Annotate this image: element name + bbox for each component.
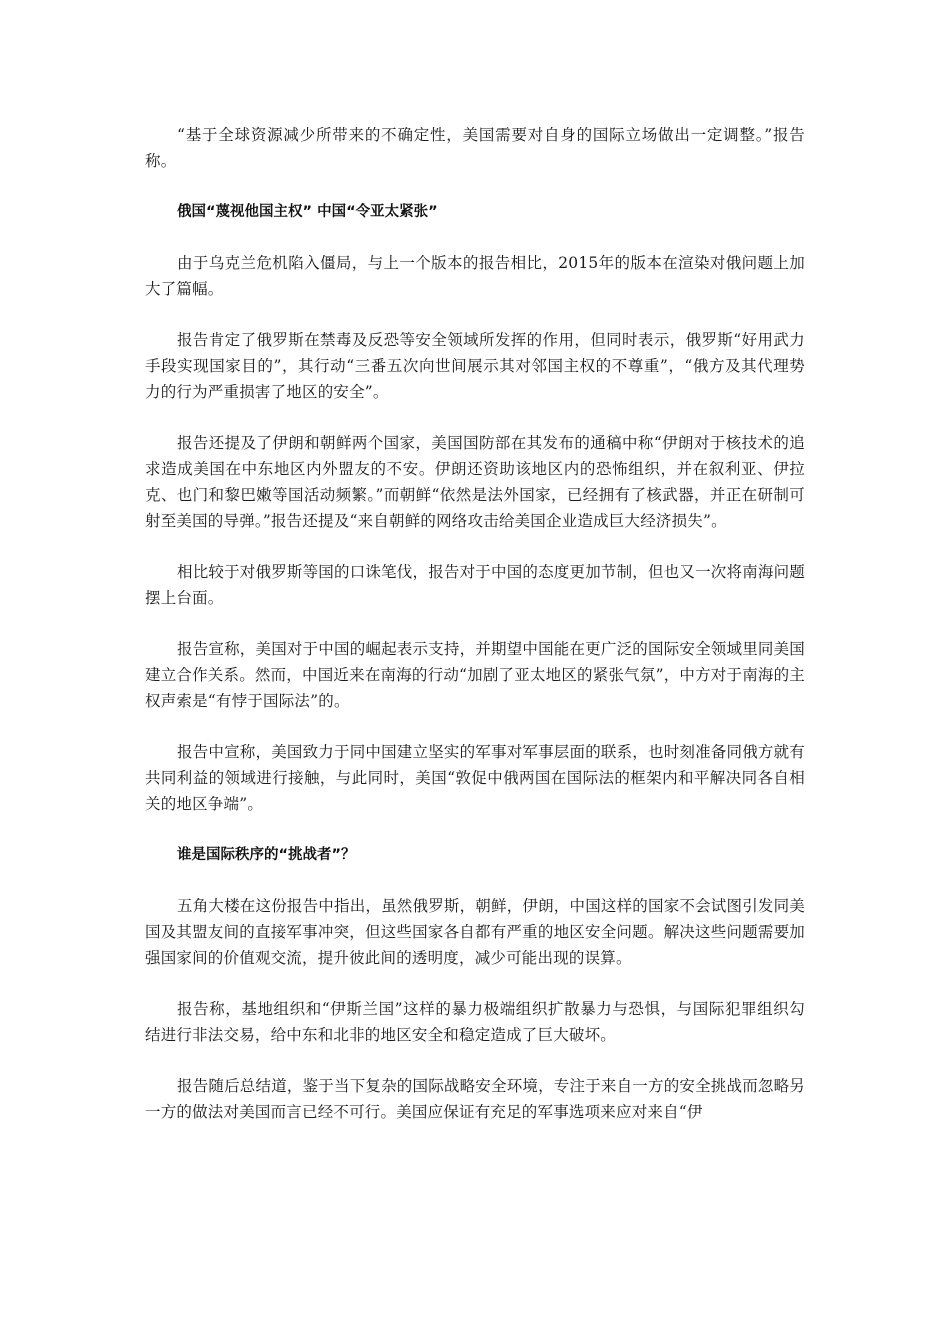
paragraph-military-ties: 报告中宣称，美国致力于同中国建立坚实的军事对军事层面的联系，也时刻准备同俄方就有共同利益的领域进行接触，与此同时，美国“敦促中俄两国在国际法的框架内和平解决同各自相关的地区争端”。 [145, 743, 806, 813]
paragraph-china-tone: 相比较于对俄罗斯等国的口诛笔伐，报告对于中国的态度更加节制，但也又一次将南海问题摆上台面。 [145, 563, 806, 607]
section-heading-challengers: 谁是国际秩序的“挑战者”？ [177, 847, 356, 863]
paragraph-report-quote: “基于全球资源减少所带来的不确定性，美国需要对自身的国际立场做出一定调整。”报告称。 [145, 126, 805, 170]
paragraph-extremist-groups: 报告称，基地组织和“伊斯兰国”这样的暴力极端组织扩散暴力与恐惧，与国际犯罪组织勾结进行非法交易，给中东和北非的地区安全和稳定造成了巨大破坏。 [145, 1000, 805, 1044]
paragraph-conclusion: 报告随后总结道，鉴于当下复杂的国际战略安全环境，专注于来自一方的安全挑战而忽略另一方的做法对美国而言已经不可行。美国应保证有充足的军事选项来应对来自“伊 [145, 1077, 806, 1121]
paragraph-china-rise: 报告宣称，美国对于中国的崛起表示支持，并期望中国能在更广泛的国际安全领域里同美国建立合作关系。然而，中国近来在南海的行动“加剧了亚太地区的紧张气氛”，中方对于南海的主权声索是“有悖于国际法”的。 [145, 640, 806, 710]
paragraph-ukraine-crisis: 由于乌克兰危机陷入僵局，与上一个版本的报告相比，2015年的版本在渲染对俄问题上加大了篇幅。 [145, 254, 805, 298]
paragraph-russia-assessment: 报告肯定了俄罗斯在禁毒及反恐等安全领域所发挥的作用，但同时表示，俄罗斯“好用武力手段实现国家目的”，其行动“三番五次向世间展示其对邻国主权的不尊重”，“俄方及其代理势力的行为严重损害了地区的安全”。 [145, 331, 805, 401]
section-heading-russia-china: 俄国“蔑视他国主权” 中国“令亚太紧张” [177, 204, 438, 220]
paragraph-pentagon-findings: 五角大楼在这份报告中指出，虽然俄罗斯，朝鲜，伊朗，中国这样的国家不会试图引发同美国及其盟友间的直接军事冲突，但这些国家各自都有严重的地区安全问题。解决这些问题需要加强国家间的价值观交流，提升彼此间的透明度，减少可能出现的误算。 [145, 897, 806, 967]
paragraph-iran-north-korea: 报告还提及了伊朗和朝鲜两个国家，美国国防部在其发布的通稿中称“伊朗对于核技术的追求造成美国在中东地区内外盟友的不安。伊朗还资助该地区内的恐怖组织，并在叙利亚、伊拉克、也门和黎巴嫩等国活动频繁。”而朝鲜“依然是法外国家，已经拥有了核武器，并正在研制可射至美国的导弹。”报告还提及“来自朝鲜的网络攻击给美国企业造成巨大经济损失”。 [145, 434, 805, 530]
article-body [145, 122, 805, 1150]
